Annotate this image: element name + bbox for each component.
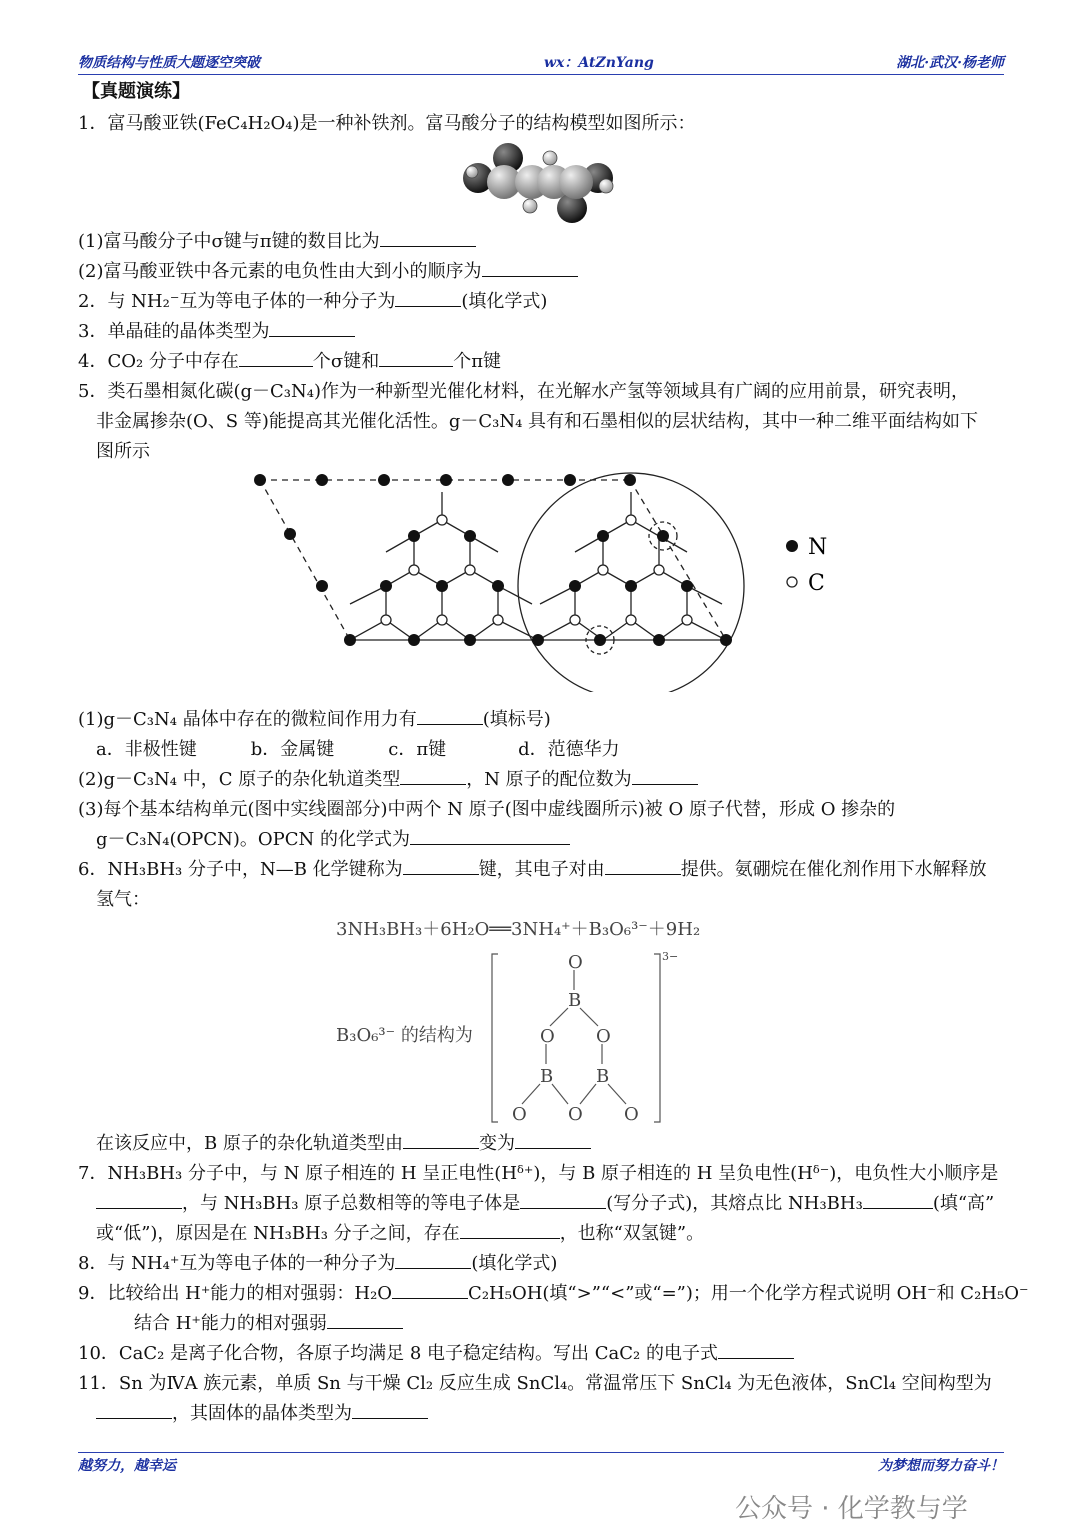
legend-n-label: N xyxy=(808,535,828,560)
svg-text:O: O xyxy=(568,952,583,973)
answer-blank[interactable] xyxy=(515,1132,591,1149)
footer-left: 越努力，越幸运 xyxy=(78,1458,176,1474)
question-3: 3．单晶硅的晶体类型为 xyxy=(78,320,355,344)
b3o6-structure xyxy=(488,946,688,1126)
svg-text:3−: 3− xyxy=(662,950,679,963)
question-4: 4．CO₂ 分子中存在 个σ键和 个π键 xyxy=(78,351,502,372)
legend-c-label: C xyxy=(808,571,825,596)
answer-blank[interactable] xyxy=(96,1192,182,1209)
fumaric-acid-model xyxy=(460,136,620,224)
b3o6-structure-label: B₃O₆³⁻ 的结构为 xyxy=(336,1025,473,1046)
answer-blank[interactable] xyxy=(863,1192,933,1209)
question-5-line-1: 5．类石墨相氮化碳(g－C₃N₄)作为一种新型光催化材料，在光解水产氢等领域具有广阔的应用前景，研究表明， xyxy=(78,381,969,402)
svg-text:B: B xyxy=(596,1066,610,1087)
question-7-line-3: 或“低”)，原因是在 NH₃BH₃ 分子之间，存在 ，也称“双氢键”。 xyxy=(96,1223,705,1244)
question-5-line-3: 图所示 xyxy=(96,441,150,462)
question-1-part-1: (1)富马酸分子中σ键与π键的数目比为 xyxy=(78,230,476,254)
answer-blank[interactable] xyxy=(392,1282,468,1299)
watermark: 公众号 · 化学教与学 xyxy=(735,1494,968,1524)
question-1-part-2: (2)富马酸亚铁中各元素的电负性由大到小的顺序为 xyxy=(78,260,578,284)
svg-text:O: O xyxy=(540,1026,555,1047)
question-5-sub-3-line-2: g－C₃N₄(OPCN)。OPCN 的化学式为 xyxy=(96,828,570,852)
svg-text:B: B xyxy=(568,990,582,1011)
answer-blank[interactable] xyxy=(718,1342,794,1359)
answer-blank[interactable] xyxy=(460,1222,560,1239)
page-header xyxy=(78,52,1004,75)
svg-text:O: O xyxy=(568,1104,583,1125)
answer-blank[interactable] xyxy=(417,708,483,725)
answer-blank[interactable] xyxy=(403,858,479,875)
answer-blank[interactable] xyxy=(380,230,476,247)
answer-blank[interactable] xyxy=(269,320,355,337)
question-7-line-2: ，与 NH₃BH₃ 原子总数相等的等电子体是 (写分子式)，其熔点比 NH₃BH₃ (填“高” xyxy=(96,1192,994,1216)
answer-blank[interactable] xyxy=(379,350,453,367)
answer-blank[interactable] xyxy=(632,768,698,785)
answer-blank[interactable] xyxy=(400,768,466,785)
question-5-sub-3-line-1: (3)每个基本结构单元(图中实线圈部分)中两个 N 原子(图中虚线圈所示)被 O 原子代替，形成 O 掺杂的 xyxy=(78,799,896,820)
g-c3n4-structure-diagram xyxy=(240,462,850,692)
question-5-line-2: 非金属掺杂(O、S 等)能提高其光催化活性。g－C₃N₄ 具有和石墨相似的层状结构，其中一种二维平面结构如下 xyxy=(96,411,979,432)
question-6-line-3: 在该反应中，B 原子的杂化轨道类型由 变为 xyxy=(96,1132,591,1156)
svg-text:O: O xyxy=(512,1104,527,1125)
header-left: 物质结构与性质大题逐空突破 xyxy=(78,55,260,71)
question-10: 10．CaC₂ 是离子化合物，各原子均满足 8 电子稳定结构。写出 CaC₂ 的电子式 xyxy=(78,1342,794,1366)
question-6-line-1: 6．NH₃BH₃ 分子中，N—B 化学键称为 键，其电子对由 提供。氨硼烷在催化剂作用下水解释放 xyxy=(78,859,987,880)
question-5-sub-2: (2)g－C₃N₄ 中，C 原子的杂化轨道类型 ，N 原子的配位数为 xyxy=(78,768,698,792)
question-5-options: a．非极性键 b．金属键 c．π键 d．范德华力 xyxy=(96,739,620,760)
answer-blank[interactable] xyxy=(605,858,681,875)
answer-blank[interactable] xyxy=(403,1132,479,1149)
question-11-line-1: 11．Sn 为ⅣA 族元素，单质 Sn 与干燥 Cl₂ 反应生成 SnCl₄。常温常压下 SnCl₄ 为无色液体，SnCl₄ 空间构型为 xyxy=(78,1373,992,1394)
answer-blank[interactable] xyxy=(410,828,570,845)
answer-blank[interactable] xyxy=(395,1252,471,1269)
question-6-line-2: 氢气： xyxy=(96,889,150,910)
svg-text:B: B xyxy=(540,1066,554,1087)
question-1: 1．富马酸亚铁(FeC₄H₂O₄)是一种补铁剂。富马酸分子的结构模型如图所示： xyxy=(78,113,696,134)
answer-blank[interactable] xyxy=(96,1402,172,1419)
answer-blank[interactable] xyxy=(395,290,461,307)
svg-text:O: O xyxy=(624,1104,639,1125)
header-right: 湖北·武汉·杨老师 xyxy=(896,55,1004,71)
answer-blank[interactable] xyxy=(239,350,313,367)
answer-blank[interactable] xyxy=(482,260,578,277)
svg-text:O: O xyxy=(596,1026,611,1047)
reaction-equation: 3NH₃BH₃＋6H₂O══3NH₄⁺＋B₃O₆³⁻＋9H₂ xyxy=(336,919,701,940)
question-2: 2．与 NH₂⁻互为等电子体的一种分子为 (填化学式) xyxy=(78,291,548,312)
answer-blank[interactable] xyxy=(352,1402,428,1419)
page-footer xyxy=(78,1452,1004,1473)
answer-blank[interactable] xyxy=(520,1192,606,1209)
answer-blank[interactable] xyxy=(327,1312,403,1329)
question-11-line-2: ，其固体的晶体类型为 xyxy=(96,1402,428,1426)
question-9-line-1: 9．比较给出 H⁺能力的相对强弱：H₂O C₂H₅OH(填“>”“<”或“=”)；用一个化学方程式说明 OH⁻和 C₂H₅O⁻ xyxy=(78,1283,1029,1304)
question-7-line-1: 7．NH₃BH₃ 分子中，与 N 原子相连的 H 呈正电性(Hᵟ⁺)，与 B 原子相连的 H 呈负电性(Hᵟ⁻)，电负性大小顺序是 xyxy=(78,1163,999,1184)
question-9-line-2: 结合 H⁺能力的相对强弱 xyxy=(134,1312,403,1336)
footer-right: 为梦想而努力奋斗！ xyxy=(878,1458,1004,1474)
header-center: wx：AtZnYang xyxy=(544,55,654,71)
section-title: 【真题演练】 xyxy=(82,81,190,102)
question-5-sub-1: (1)g－C₃N₄ 晶体中存在的微粒间作用力有 (填标号) xyxy=(78,709,551,730)
question-8: 8．与 NH₄⁺互为等电子体的一种分子为 (填化学式) xyxy=(78,1253,558,1274)
